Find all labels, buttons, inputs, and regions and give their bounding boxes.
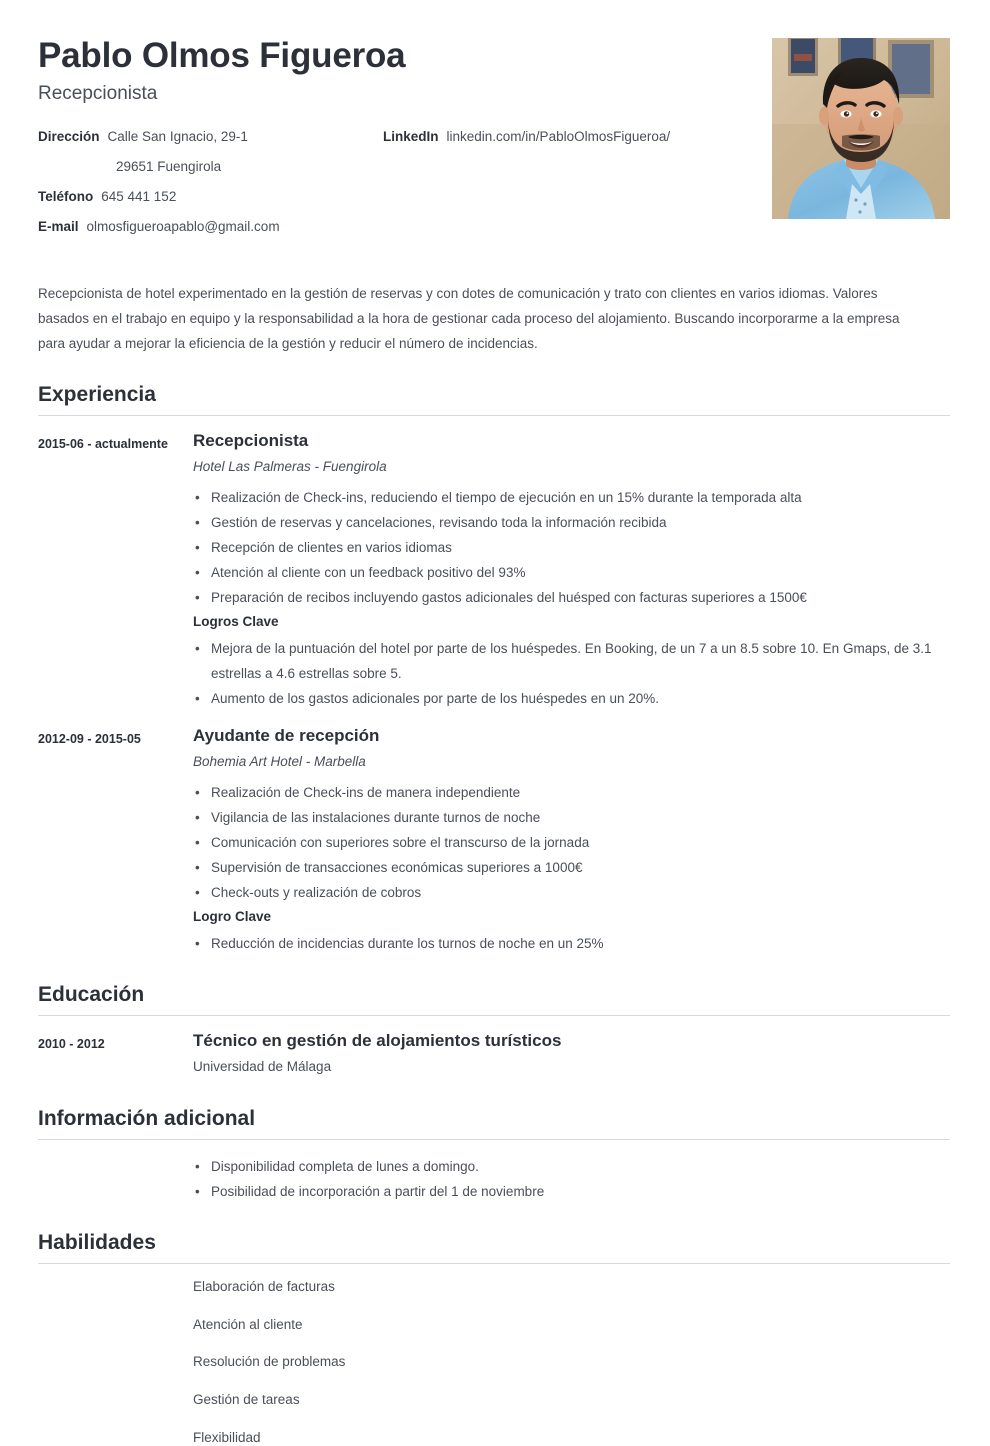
entry-bullet-list bbox=[193, 485, 950, 610]
entry-body bbox=[193, 430, 950, 711]
entry-achievement-list bbox=[193, 636, 950, 711]
entry-body bbox=[193, 725, 950, 956]
list-item: • Realización de Check-ins, reduciendo el tiempo de ejecución en un 15% durante la temporada alta bbox=[193, 485, 950, 510]
contact-column-left bbox=[38, 129, 383, 249]
skills-list bbox=[193, 1278, 950, 1446]
additional-info-body bbox=[193, 1154, 950, 1204]
linkedin-value[interactable]: linkedin.com/in/PabloOlmosFigueroa/ bbox=[446, 128, 671, 144]
list-item: Flexibilidad bbox=[193, 1429, 261, 1445]
additional-info-list bbox=[193, 1154, 950, 1204]
contact-row-phone bbox=[38, 189, 383, 206]
avatar bbox=[772, 38, 950, 219]
section-heading-skills: Habilidades bbox=[38, 1231, 156, 1255]
section-heading-additional-info: Información adicional bbox=[38, 1107, 256, 1131]
section-skills bbox=[38, 1230, 950, 1446]
section-divider bbox=[38, 1015, 950, 1016]
address-value-line1: Calle San Ignacio, 29-1 bbox=[107, 128, 248, 144]
contact-row-email bbox=[38, 219, 383, 236]
experience-entry bbox=[38, 430, 950, 711]
list-item: • Vigilancia de las instalaciones durante turnos de noche bbox=[193, 805, 950, 830]
address-value-line2: 29651 Fuengirola bbox=[116, 158, 222, 174]
linkedin-label: LinkedIn bbox=[383, 128, 439, 144]
list-item: • Mejora de la puntuación del hotel por parte de los huéspedes. En Booking, de un 7 a un 8.5 sobre 10. En Gmaps, de 3.1 estrellas a 4.6 estrellas sobre 5. bbox=[193, 636, 950, 686]
entry-organization: Hotel Las Palmeras - Fuengirola bbox=[193, 459, 387, 475]
list-item: • Realización de Check-ins de manera independiente bbox=[193, 780, 950, 805]
entry-organization: Universidad de Málaga bbox=[193, 1059, 332, 1075]
section-education bbox=[38, 982, 950, 1080]
list-item: • Posibilidad de incorporación a partir del 1 de noviembre bbox=[193, 1179, 950, 1204]
entry-achievement-list bbox=[193, 931, 950, 956]
list-item: Elaboración de facturas bbox=[193, 1279, 335, 1295]
email-label: E-mail bbox=[38, 218, 79, 234]
list-item: Resolución de problemas bbox=[193, 1354, 346, 1370]
entry-body bbox=[193, 1030, 950, 1080]
section-divider bbox=[38, 1139, 950, 1140]
entry-sub-heading: Logro Clave bbox=[193, 908, 272, 924]
entry-organization: Bohemia Art Hotel - Marbella bbox=[193, 754, 366, 770]
list-item: • Atención al cliente con un feedback positivo del 93% bbox=[193, 560, 950, 585]
phone-value: 645 441 152 bbox=[101, 188, 177, 204]
page-title: Pablo Olmos Figueroa bbox=[38, 36, 406, 75]
entry-title: Técnico en gestión de alojamientos turísticos bbox=[193, 1031, 562, 1051]
entry-bullet-list bbox=[193, 780, 950, 905]
header-job-title: Recepcionista bbox=[38, 82, 158, 104]
list-item: Atención al cliente bbox=[193, 1316, 303, 1332]
entry-dates: 2012-09 - 2015-05 bbox=[38, 731, 141, 746]
section-additional-info bbox=[38, 1106, 950, 1204]
section-heading-experience: Experiencia bbox=[38, 382, 156, 406]
email-value[interactable]: olmosfigueroapablo@gmail.com bbox=[86, 218, 280, 234]
list-item: • Comunicación con superiores sobre el transcurso de la jornada bbox=[193, 830, 950, 855]
list-item: • Check-outs y realización de cobros bbox=[193, 880, 950, 905]
list-item: Gestión de tareas bbox=[193, 1392, 300, 1408]
resume-header bbox=[38, 38, 950, 249]
list-item: • Preparación de recibos incluyendo gastos adicionales del huésped con facturas superiores a 1500€ bbox=[193, 585, 950, 610]
list-item: • Recepción de clientes en varios idiomas bbox=[193, 535, 950, 560]
section-experience bbox=[38, 382, 950, 956]
list-item: • Gestión de reservas y cancelaciones, revisando toda la información recibida bbox=[193, 510, 950, 535]
entry-title: Ayudante de recepción bbox=[193, 725, 380, 745]
list-item: • Disponibilidad completa de lunes a domingo. bbox=[193, 1154, 950, 1179]
address-label: Dirección bbox=[38, 128, 100, 144]
entry-title: Recepcionista bbox=[193, 430, 309, 450]
section-divider bbox=[38, 1263, 950, 1264]
entry-dates: 2010 - 2012 bbox=[38, 1037, 105, 1052]
contact-row-address bbox=[38, 129, 383, 146]
experience-entry bbox=[38, 725, 950, 956]
section-divider bbox=[38, 415, 950, 416]
profile-photo-illustration bbox=[772, 38, 950, 219]
education-entry bbox=[38, 1030, 950, 1080]
professional-summary: Recepcionista de hotel experimentado en la gestión de reservas y con dotes de comunicación y trato con clientes en varios idiomas. Valores basados en el trabajo en equipo y la responsabilidad a la hora de gestionar cada proceso del alojamiento. Buscando incorporarme a la empresa para ayudar a mejorar la eficiencia de la gestión y reducir el número de incidencias. bbox=[38, 285, 900, 351]
list-item: • Reducción de incidencias durante los turnos de noche en un 25% bbox=[193, 931, 950, 956]
contact-row-address-line2 bbox=[38, 159, 383, 176]
list-item: • Supervisión de transacciones económicas superiores a 1000€ bbox=[193, 855, 950, 880]
entry-sub-heading: Logros Clave bbox=[193, 613, 279, 629]
section-heading-education: Educación bbox=[38, 983, 145, 1007]
list-item: • Aumento de los gastos adicionales por parte de los huéspedes en un 20%. bbox=[193, 686, 950, 711]
phone-label: Teléfono bbox=[38, 188, 94, 204]
entry-dates: 2015-06 - actualmente bbox=[38, 436, 168, 451]
